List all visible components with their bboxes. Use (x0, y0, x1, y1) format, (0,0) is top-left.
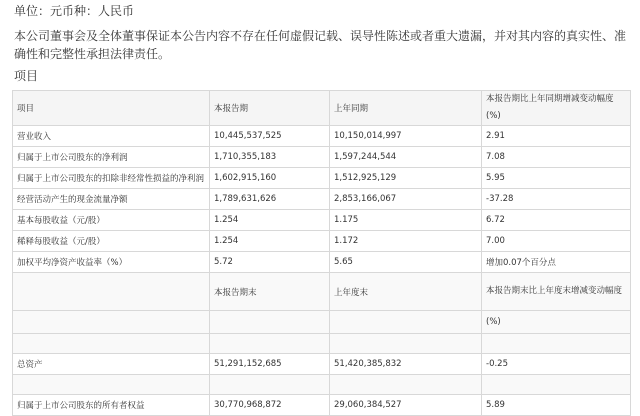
section-label: 项目 (14, 69, 39, 83)
table-cell: 5.65 (330, 252, 482, 273)
table-cell: 1,789,631,626 (210, 189, 330, 210)
table-cell (330, 311, 482, 334)
table-cell: 10,150,014,997 (330, 126, 482, 147)
financial-table (12, 90, 631, 416)
table-cell (330, 375, 482, 395)
table-cell: 51,291,152,685 (210, 354, 330, 375)
row-label: 归属于上市公司股东的所有者权益 (13, 395, 210, 416)
table-subheader-row (13, 273, 631, 311)
table-cell: 1,597,244,544 (330, 147, 482, 168)
table-cell: 5.95 (482, 168, 631, 189)
table-cell: 1,602,915,160 (210, 168, 330, 189)
board-statement: 本公司董事会及全体董事保证本公告内容不存在任何虚假记载、误导性陈述或者重大遗漏，并对其内容的真实性、准确性和完整性承担法律责任。 (14, 29, 627, 61)
table-cell (330, 334, 482, 354)
table-row (13, 210, 631, 231)
row-label: 加权平均净资产收益率（%） (13, 252, 210, 273)
row-label: 基本每股收益（元/股） (13, 210, 210, 231)
table-cell: 5.89 (482, 395, 631, 416)
header-cell: 上年度末 (330, 273, 482, 311)
header-cell: 本报告期 (210, 91, 330, 126)
header-cell: 本报告期末比上年度末增减变动幅度 (482, 273, 631, 311)
table-cell (210, 334, 330, 354)
table-unit-row (13, 311, 631, 334)
table-cell: 2,853,166,067 (330, 189, 482, 210)
table-cell: 5.72 (210, 252, 330, 273)
table-cell: 10,445,537,525 (210, 126, 330, 147)
table-cell: 1.175 (330, 210, 482, 231)
table-cell (482, 334, 631, 354)
row-label: 总资产 (13, 354, 210, 375)
table-cell: 1.172 (330, 231, 482, 252)
table-cell: 6.72 (482, 210, 631, 231)
row-label: 归属于上市公司股东的净利润 (13, 147, 210, 168)
table-cell (13, 375, 210, 395)
table-cell: 1.254 (210, 231, 330, 252)
unit-cell: (%) (482, 311, 631, 334)
row-label: 营业收入 (13, 126, 210, 147)
table-blank-row (13, 334, 631, 354)
header-cell: 本报告期末 (210, 273, 330, 311)
table-cell: 1,710,355,183 (210, 147, 330, 168)
table-row (13, 126, 631, 147)
row-label: 经营活动产生的现金流量净额 (13, 189, 210, 210)
header-cell (13, 273, 210, 311)
table-blank-row (13, 375, 631, 395)
table-cell: 1.254 (210, 210, 330, 231)
table-cell (210, 375, 330, 395)
header-cell: 项目 (13, 91, 210, 126)
table-cell: 2.91 (482, 126, 631, 147)
header-cell: 本报告期比上年同期增减变动幅度(%) (482, 91, 631, 126)
currency-unit-line: 单位：元币种：人民币 (14, 4, 135, 18)
table-cell: 51,420,385,832 (330, 354, 482, 375)
table-row (13, 252, 631, 273)
table-cell: 30,770,968,872 (210, 395, 330, 416)
header-cell: 上年同期 (330, 91, 482, 126)
table-cell (13, 311, 210, 334)
table-cell: 7.00 (482, 231, 631, 252)
table-header-row (13, 91, 631, 126)
row-label: 稀释每股收益（元/股） (13, 231, 210, 252)
table-row (13, 231, 631, 252)
table-row (13, 168, 631, 189)
table-cell: 29,060,384,527 (330, 395, 482, 416)
table-cell (482, 375, 631, 395)
table-cell: 1,512,925,129 (330, 168, 482, 189)
table-cell (13, 334, 210, 354)
row-label: 归属于上市公司股东的扣除非经常性损益的净利润 (13, 168, 210, 189)
table-cell (210, 311, 330, 334)
table-cell: -37.28 (482, 189, 631, 210)
table-cell: -0.25 (482, 354, 631, 375)
table-cell: 增加0.07个百分点 (482, 252, 631, 273)
table-row (13, 189, 631, 210)
table-cell: 7.08 (482, 147, 631, 168)
table-row (13, 147, 631, 168)
table-row (13, 354, 631, 375)
table-row (13, 395, 631, 416)
